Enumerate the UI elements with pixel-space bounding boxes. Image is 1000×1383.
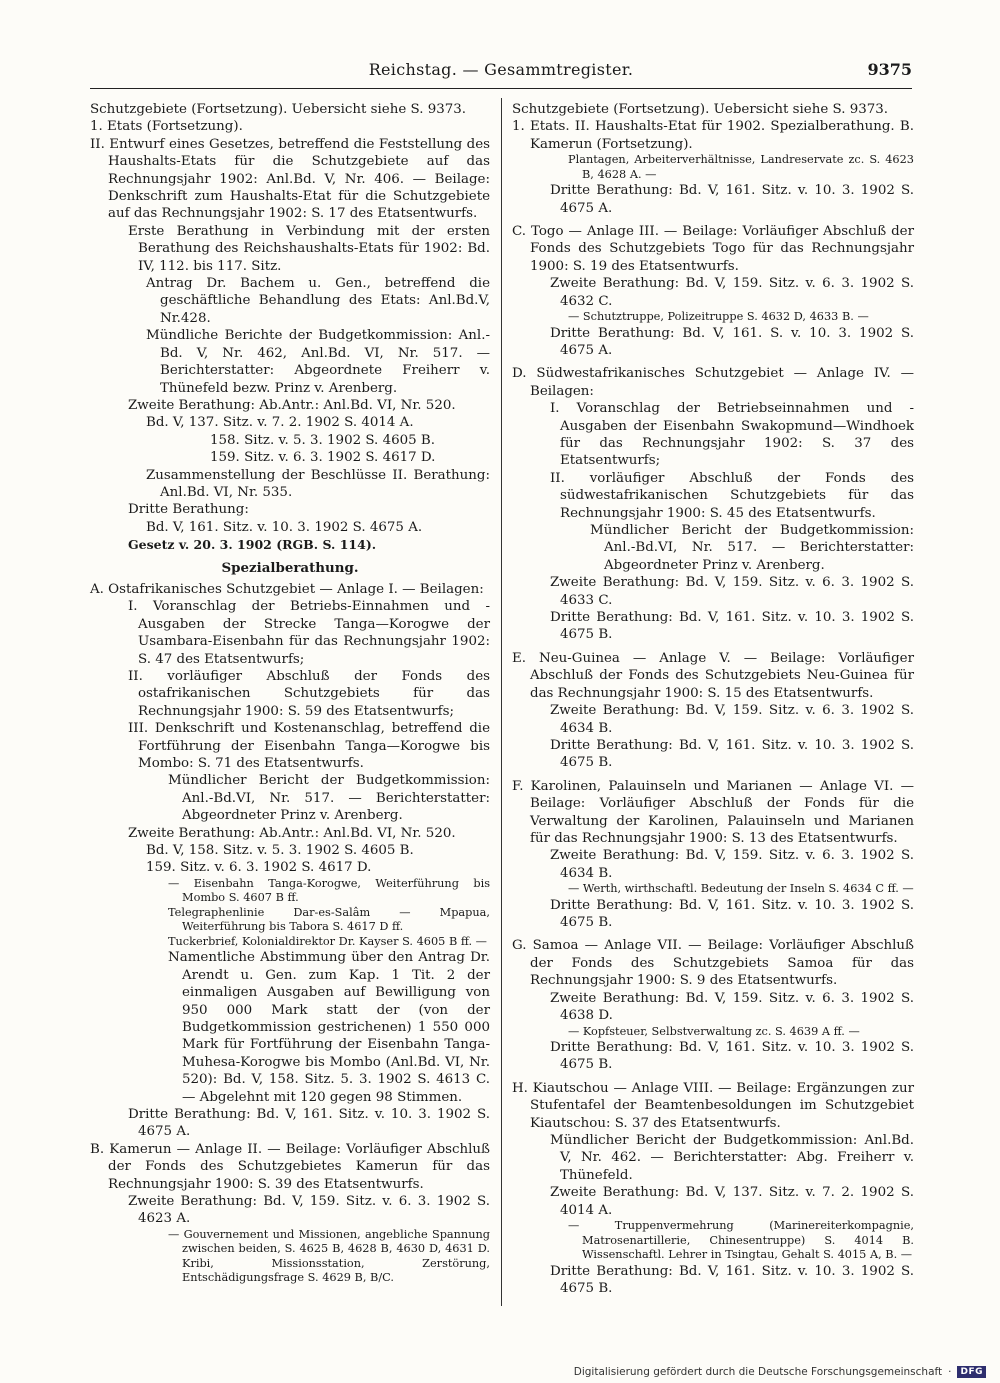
register-entry: Dritte Berathung: bbox=[128, 502, 249, 518]
register-entry: II. vorläufiger Abschluß der Fonds des südwestafrikanischen Schutzgebiets für das Rechnungsjahr 1900: S. 45 des Etatsentwurfs. bbox=[550, 470, 914, 521]
register-entry: Bd. V, 161. Sitz. v. 10. 3. 1902 S. 4675 A. bbox=[146, 519, 423, 535]
register-entry: — Werth, wirthschaftl. Bedeutung der Inseln S. 4634 C ff. — bbox=[568, 882, 914, 896]
register-entry: — Schutztruppe, Polizeitruppe S. 4632 D, 4633 B. — bbox=[568, 310, 869, 324]
register-entry: Mündlicher Bericht der Budgetkommission: Anl.Bd. V, Nr. 462. — Berichterstatter: Abg. Freiherr v. Thünefeld. bbox=[550, 1133, 914, 1183]
register-entry: — Truppenvermehrung (Marinereiterkompagnie, Matrosenartillerie, Chinesentruppe) S. 4014 B. Wissenschaftl. Lehrer in Tsingtau, Gehalt S. 4015 A, B. — bbox=[568, 1219, 914, 1262]
register-entry: Dritte Berathung: Bd. V, 161. Sitz. v. 10. 3. 1902 S. 4675 B. bbox=[550, 897, 914, 931]
register-entry: Zusammenstellung der Beschlüsse II. Berathung: Anl.Bd. VI, Nr. 535. bbox=[146, 467, 490, 500]
register-entry: Zweite Berathung: Bd. V, 137. Sitz. v. 7. 2. 1902 S. 4014 A. bbox=[550, 1185, 914, 1218]
register-entry: — Kopfsteuer, Selbstverwaltung zc. S. 4639 A ff. — bbox=[568, 1024, 860, 1038]
register-entry: Spezialberathung. bbox=[221, 559, 359, 576]
register-entry: 1. Etats. II. Haushalts-Etat für 1902. Spezialberathung. B. Kamerun (Fortsetzung). bbox=[512, 119, 914, 152]
register-entry: B. Kamerun — Anlage II. — Beilage: Vorläufiger Abschluß der Fonds des Schutzgebietes Kamerun für das Rechnungsjahr 1900: S. 39 des Etatsentwurfs. bbox=[90, 1141, 490, 1192]
register-entry: Dritte Berathung: Bd. V, 161. Sitz. v. 10. 3. 1902 S. 4675 B. bbox=[550, 1040, 914, 1073]
register-entry: 1. Etats (Fortsetzung). bbox=[90, 119, 243, 135]
register-entry: Zweite Berathung: Bd. V, 159. Sitz. v. 6. 3. 1902 S. 4638 D. bbox=[550, 990, 914, 1024]
register-entry: Dritte Berathung: Bd. V, 161. Sitz. v. 10. 3. 1902 S. 4675 A. bbox=[128, 1107, 490, 1140]
register-entry: Zweite Berathung: Bd. V, 159. Sitz. v. 6. 3. 1902 S. 4634 B. bbox=[550, 848, 914, 881]
register-entry: — Eisenbahn Tanga-Korogwe, Weiterführung bis Mombo S. 4607 B ff. bbox=[168, 876, 490, 905]
register-entry: 158. Sitz. v. 5. 3. 1902 S. 4605 B. bbox=[210, 432, 436, 448]
register-entry: Dritte Berathung: Bd. V, 161. Sitz. v. 10. 3. 1902 S. 4675 B. bbox=[550, 1263, 914, 1296]
footer: Digitalisierung gefördert durch die Deutsche Forschungsgemeinschaft · DFG bbox=[574, 1366, 986, 1378]
register-entry: Schutzgebiete (Fortsetzung). Uebersicht siehe S. 9373. bbox=[90, 102, 467, 117]
register-entry: Namentliche Abstimmung über den Antrag Dr. Arendt u. Gen. zum Kap. 1 Tit. 2 der einmaligen Ausgaben auf Bewilligung von 950 000 Mark statt der (von der Budgetkommission gestrichenen) 1 550 000 Mark für Fortführung der Eisenbahn Tanga-Muhesa-Korogwe bis Mombo (Anl.Bd. VI, Nr. 520): Bd. V, 158. Sitz. 5. 3. 1902 S. 4613 C. — Abgelehnt mit 120 gegen 98 Stimmen. bbox=[168, 950, 490, 1105]
register-entry: D. Südwestafrikanisches Schutzgebiet — Anlage IV. — Beilagen: bbox=[512, 366, 914, 399]
register-entry: Schutzgebiete (Fortsetzung). Uebersicht siehe S. 9373. bbox=[512, 102, 889, 117]
right-column bbox=[512, 101, 914, 1297]
register-entry: Zweite Berathung: Ab.Antr.: Anl.Bd. VI, Nr. 520. bbox=[128, 397, 456, 413]
page-header bbox=[90, 58, 912, 89]
register-entry: Antrag Dr. Bachem u. Gen., betreffend die geschäftliche Behandlung des Etats: Anl.Bd.V, Nr.428. bbox=[146, 276, 490, 326]
register-entry: 159. Sitz. v. 6. 3. 1902 S. 4617 D. bbox=[146, 860, 372, 876]
register-entry: Dritte Berathung: Bd. V, 161. Sitz. v. 10. 3. 1902 S. 4675 B. bbox=[550, 737, 914, 771]
dfg-logo: DFG bbox=[957, 1366, 986, 1378]
register-entry: Gesetz v. 20. 3. 1902 (RGB. S. 114). bbox=[128, 537, 377, 553]
register-entry: A. Ostafrikanisches Schutzgebiet — Anlage I. — Beilagen: bbox=[90, 581, 484, 597]
register-entry: Telegraphenlinie Dar-es-Salâm — Mpapua, Weiterführung bis Tabora S. 4617 D ff. bbox=[168, 905, 490, 934]
register-entry: Zweite Berathung: Bd. V, 159. Sitz. v. 6. 3. 1902 S. 4634 B. bbox=[550, 703, 914, 736]
register-entry: Dritte Berathung: Bd. V, 161. Sitz. v. 10. 3. 1902 S. 4675 B. bbox=[550, 610, 914, 643]
column-divider bbox=[501, 98, 502, 1306]
register-entry: Dritte Berathung: Bd. V, 161. S. v. 10. 3. 1902 S. 4675 A. bbox=[550, 325, 914, 358]
register-entry: H. Kiautschou — Anlage VIII. — Beilage: Ergänzungen zur Stufentafel der Beamtenbesoldungen im Schutzgebiet Kiautschou: S. 37 des Etatsentwurfs. bbox=[512, 1080, 914, 1131]
register-entry: II. Entwurf eines Gesetzes, betreffend die Feststellung des Haushalts-Etats für die Schutzgebiete auf das Rechnungsjahr 1902: Anl.Bd. V, Nr. 406. — Beilage: Denkschrift zum Haushalts-Etat für die Schutzgebiete auf das Rechnungsjahr 1902: S. 17 des Etatsentwurfs. bbox=[90, 136, 490, 222]
register-entry: — Gouvernement und Missionen, angebliche Spannung zwischen beiden, S. 4625 B, 4628 B, 4630 D, 4631 D. Kribi, Missionsstation, Zerstörung, Entschädigungsfrage S. 4629 B, B/C. bbox=[168, 1227, 490, 1285]
register-entry: III. Denkschrift und Kostenanschlag, betreffend die Fortführung der Eisenbahn Tanga—Korogwe bis Mombo: S. 71 des Etatsentwurfs. bbox=[128, 721, 490, 772]
register-entry: 159. Sitz. v. 6. 3. 1902 S. 4617 D. bbox=[210, 450, 436, 466]
register-entry: Zweite Berathung: Bd. V, 159. Sitz. v. 6. 3. 1902 S. 4632 C. bbox=[550, 276, 914, 309]
register-entry: Bd. V, 137. Sitz. v. 7. 2. 1902 S. 4014 A. bbox=[146, 415, 414, 431]
register-entry: Dritte Berathung: Bd. V, 161. Sitz. v. 10. 3. 1902 S. 4675 A. bbox=[550, 183, 914, 216]
register-entry: Bd. V, 158. Sitz. v. 5. 3. 1902 S. 4605 B. bbox=[146, 843, 414, 859]
register-entry: F. Karolinen, Palauinseln und Marianen — Anlage VI. — Beilage: Vorläufiger Abschluß der Fonds für die Verwaltung der Karolinen, Palauinseln und Marianen für das Rechnungsjahr 1900: S. 13 des Etatsentwurfs. bbox=[512, 778, 914, 846]
register-entry: Zweite Berathung: Ab.Antr.: Anl.Bd. VI, Nr. 520. bbox=[128, 825, 456, 841]
register-entry: Zweite Berathung: Bd. V, 159. Sitz. v. 6. 3. 1902 S. 4623 A. bbox=[128, 1194, 490, 1227]
register-entry: Plantagen, Arbeiterverhältnisse, Landreservate zc. S. 4623 B, 4628 A. — bbox=[568, 153, 914, 181]
page-number: 9375 bbox=[867, 60, 912, 79]
running-title: Reichstag. — Gesammtregister. bbox=[368, 60, 634, 79]
register-entry: Erste Berathung in Verbindung mit der ersten Berathung des Reichshaushalts-Etats für 1902: Bd. IV, 112. bis 117. Sitz. bbox=[128, 223, 490, 274]
register-entry: Tuckerbrief, Kolonialdirektor Dr. Kayser S. 4605 B ff. — bbox=[168, 934, 487, 948]
register-entry: Zweite Berathung: Bd. V, 159. Sitz. v. 6. 3. 1902 S. 4633 C. bbox=[550, 575, 914, 608]
register-entry: C. Togo — Anlage III. — Beilage: Vorläufiger Abschluß der Fonds des Schutzgebiets Togo für das Rechnungsjahr 1900: S. 19 des Etatsentwurfs. bbox=[512, 224, 914, 274]
footer-credit: Digitalisierung gefördert durch die Deutsche Forschungsgemeinschaft bbox=[573, 1366, 943, 1378]
register-entry: G. Samoa — Anlage VII. — Beilage: Vorläufiger Abschluß der Fonds des Schutzgebiets Samoa für das Rechnungsjahr 1900: S. 9 des Etatsentwurfs. bbox=[512, 938, 914, 989]
register-entry: I. Voranschlag der Betriebs-Einnahmen und -Ausgaben der Strecke Tanga—Korogwe der Usambara-Eisenbahn für das Rechnungsjahr 1902: S. 47 des Etatsentwurfs; bbox=[128, 599, 490, 667]
register-entry: I. Voranschlag der Betriebseinnahmen und -Ausgaben der Eisenbahn Swakopmund—Windhoek für das Rechnungsjahr 1902: S. 37 des Etatsentwurfs; bbox=[550, 401, 914, 469]
register-entry: Mündliche Berichte der Budgetkommission: Anl.-Bd. V, Nr. 462, Anl.Bd. VI, Nr. 517. — Berichterstatter: Abgeordnete Freiherr v. Thünefeld bezw. Prinz v. Arenberg. bbox=[146, 328, 490, 396]
register-entry: II. vorläufiger Abschluß der Fonds des ostafrikanischen Schutzgebiets für das Rechnungsjahr 1900: S. 59 des Etatsentwurfs; bbox=[128, 669, 490, 719]
register-entry: Mündlicher Bericht der Budgetkommission: Anl.-Bd.VI, Nr. 517. — Berichterstatter: Abgeordneter Prinz v. Arenberg. bbox=[168, 773, 490, 824]
register-entry: E. Neu-Guinea — Anlage V. — Beilage: Vorläufiger Abschluß der Fonds des Schutzgebiets Neu-Guinea für das Rechnungsjahr 1900: S. 15 des Etatsentwurfs. bbox=[512, 650, 914, 701]
left-column bbox=[90, 101, 490, 1286]
register-entry: Mündlicher Bericht der Budgetkommission: Anl.-Bd.VI, Nr. 517. — Berichterstatter: Abgeordneter Prinz v. Arenberg. bbox=[590, 523, 914, 573]
